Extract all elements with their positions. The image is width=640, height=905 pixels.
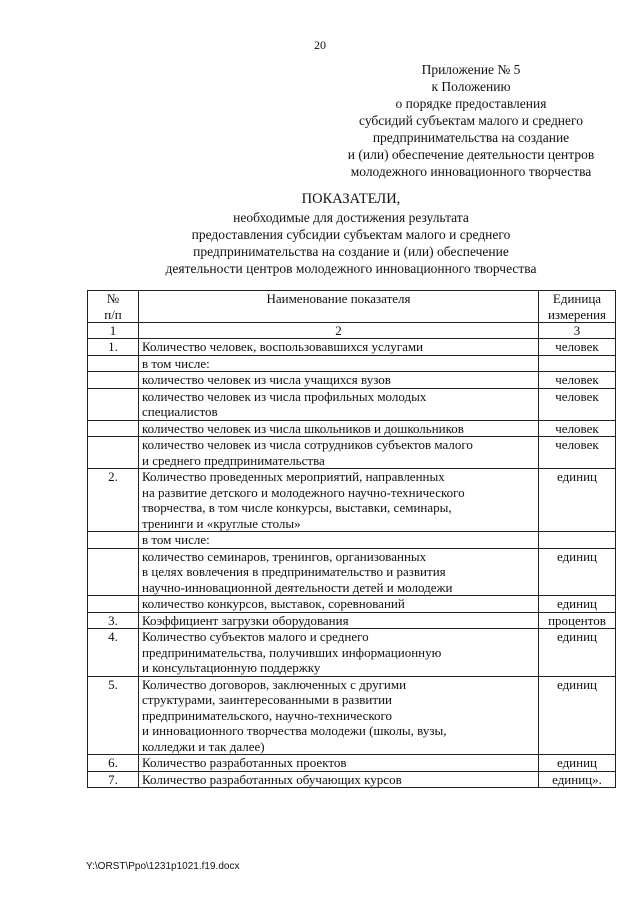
unit-of-measure: человек [539,437,616,469]
unit-of-measure [539,355,616,372]
indicator-name-line: Количество проведенных мероприятий, направленных [142,469,445,484]
indicator-name [139,612,539,629]
header-num [88,291,139,323]
column-number-3: 3 [539,323,616,339]
table-row [88,596,616,613]
unit-of-measure [539,532,616,549]
appendix-line: субсидий субъектам малого и среднего [359,113,583,128]
column-number-row [88,323,616,339]
unit-of-measure: человек [539,388,616,420]
indicator-name [139,437,539,469]
unit-of-measure: человек [539,339,616,356]
table-row [88,355,616,372]
table-row [88,755,616,772]
table-header-row [88,291,616,323]
appendix-line: предпринимательства на создание [372,130,570,145]
unit-of-measure: единиц [539,629,616,677]
row-number [88,548,139,596]
indicator-name-line: количество человек из числа школьников и дошкольников [142,420,464,436]
indicator-name-line: и инновационного творчества молодежи (школы, вузы, [142,723,447,738]
header-num-line2: п/п [104,306,122,322]
table-row [88,676,616,755]
table-row [88,469,616,532]
table-row [88,548,616,596]
indicators-table [87,290,616,788]
row-number: 1. [88,339,139,356]
table-row [88,420,616,437]
indicator-name-line: тренинги и «круглые столы» [142,515,301,531]
indicator-name-line: количество семинаров, тренингов, организованных [142,548,427,564]
indicator-name-line: научно-инновационной деятельности детей и молодежи [142,579,453,595]
unit-of-measure: человек [539,420,616,437]
indicator-name [139,339,539,356]
table-row [88,532,616,549]
indicator-name [139,420,539,437]
indicator-name [139,355,539,372]
column-number-2: 2 [139,323,539,339]
indicator-name [139,771,539,788]
row-number [88,532,139,549]
indicators-table-body [88,339,616,788]
indicator-name-line: на развитие детского и молодежного научно-технического [142,484,465,500]
indicator-name-line: в том числе: [142,532,210,547]
appendix-block [326,61,616,180]
indicator-name-line: Количество договоров, заключенных с другими [142,676,407,692]
appendix-line: молодежного инновационного творчества [350,164,592,179]
file-path-footer: Y:\ORST\Ppo\1231p1021.f19.docx [86,861,240,872]
indicator-name [139,629,539,677]
row-number [88,420,139,437]
subtitle-line: предпринимательства на создание и (или) обеспечение [193,244,509,259]
indicator-name-line: специалистов [142,404,218,419]
indicator-name-line: предпринимательского, научно-технического [142,707,393,723]
unit-of-measure: единиц». [539,771,616,788]
indicator-name-line: и среднего предпринимательства [142,452,325,468]
header-unit-line2: измерения [547,306,607,322]
unit-of-measure: единиц [539,469,616,532]
document-heading: ПОКАЗАТЕЛИ, [301,191,401,207]
indicator-name-line: Количество разработанных проектов [142,755,347,770]
unit-of-measure: единиц [539,596,616,613]
subtitle-line: необходимые для достижения результата [233,210,469,225]
indicator-name [139,388,539,420]
indicator-name-line: количество человек из числа сотрудников субъектов малого [142,437,473,452]
row-number [88,437,139,469]
page-number: 20 [314,38,326,52]
indicator-name-line: и консультационную поддержку [142,660,321,675]
row-number: 5. [88,676,139,755]
indicator-name [139,372,539,389]
indicator-name [139,532,539,549]
unit-of-measure: процентов [539,612,616,629]
indicator-name-line: количество конкурсов, выставок, соревнований [142,596,405,611]
table-row [88,372,616,389]
table-row [88,339,616,356]
indicator-name-line: Коэффициент загрузки оборудования [142,612,349,628]
row-number [88,372,139,389]
indicator-name-line: Количество субъектов малого и среднего [142,629,369,644]
indicator-name-line: количество человек из числа профильных молодых [142,388,427,404]
subtitle-line: деятельности центров молодежного инновационного творчества [165,261,537,276]
subtitle-line: предоставления субсидии субъектам малого и среднего [191,227,511,242]
indicator-name-line: предпринимательства, получивших информационную [142,644,442,660]
table-row [88,437,616,469]
unit-of-measure: человек [539,372,616,389]
header-num-line1: № [106,291,120,306]
appendix-line: к Положению [431,79,511,94]
document-subtitle [86,209,616,277]
indicator-name [139,596,539,613]
row-number [88,355,139,372]
unit-of-measure: единиц [539,548,616,596]
row-number: 4. [88,629,139,677]
indicator-name-line: Количество разработанных обучающих курсов [142,771,402,787]
indicator-name-line: в том числе: [142,355,210,371]
indicator-name [139,469,539,532]
row-number: 6. [88,755,139,772]
table-row [88,771,616,788]
indicator-name-line: структурами, заинтересованными в развитии [142,692,392,707]
indicator-name-line: творчества, в том числе конкурсы, выставки, семинары, [142,500,452,515]
indicator-name-line: колледжи и так далее) [142,738,265,754]
appendix-line: о порядке предоставления [395,96,547,111]
indicator-name [139,755,539,772]
header-name: Наименование показателя [139,291,539,323]
header-unit-line1: Единица [552,291,602,306]
indicator-name-line: в целях вовлечения в предпринимательство и развития [142,564,446,579]
unit-of-measure: единиц [539,755,616,772]
table-row [88,629,616,677]
appendix-line: Приложение № 5 [421,62,521,77]
indicator-name-line: количество человек из числа учащихся вузов [142,372,391,387]
table-row [88,388,616,420]
column-number-1: 1 [88,323,139,339]
indicator-name [139,548,539,596]
row-number: 3. [88,612,139,629]
row-number [88,596,139,613]
unit-of-measure: единиц [539,676,616,755]
table-row [88,612,616,629]
header-unit [539,291,616,323]
row-number: 7. [88,771,139,788]
indicator-name [139,676,539,755]
row-number: 2. [88,469,139,532]
appendix-line: и (или) обеспечение деятельности центров [347,147,595,162]
indicator-name-line: Количество человек, воспользовавшихся услугами [142,339,424,354]
row-number [88,388,139,420]
document-title-block [86,191,616,277]
